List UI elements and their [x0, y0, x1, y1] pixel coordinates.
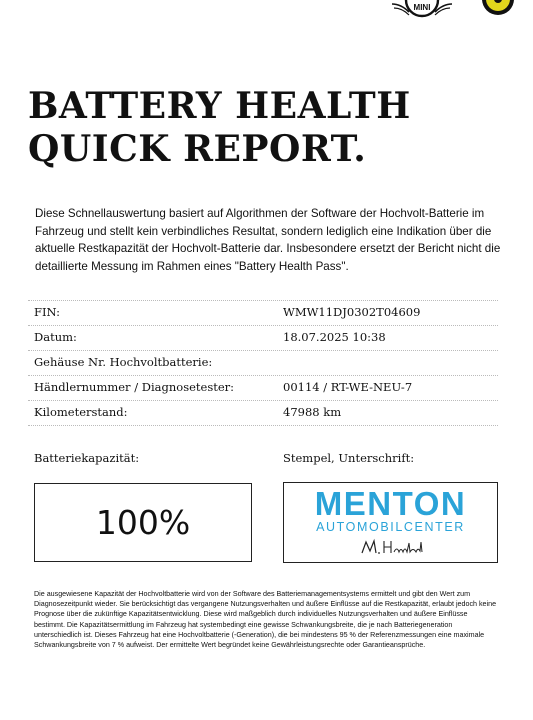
row-divider — [28, 325, 498, 326]
row-divider — [28, 400, 498, 401]
fin-label: FIN: — [34, 305, 61, 319]
dealer-number-value: 00114 / RT-WE-NEU-7 — [283, 380, 413, 394]
dealer-stamp-name: MENTON — [314, 485, 467, 522]
housing-number-label: Gehäuse Nr. Hochvoltbatterie: — [34, 355, 213, 369]
brand-emblem-icon — [478, 0, 518, 20]
stamp-box — [283, 482, 498, 563]
capacity-value: 100% — [95, 503, 191, 542]
row-divider — [28, 425, 498, 426]
fin-value: WMW11DJ0302T04609 — [283, 305, 421, 319]
row-divider — [28, 300, 498, 301]
disclaimer-footnote: Die ausgewiesene Kapazität der Hochvoltbatterie wird von der Software des Batteriemanagementsystems ermittelt und gibt den Wert zum Diagnosezeitpunkt wieder. Sie berücksichtigt das vergangene Nutzungsverhalten und äußere Einflüsse auf die Restkapazität, erlaubt jedoch keine Prognose über die zukünftige Kapazitätsentwicklung. Diese wird maßgeblich durch individuelles Nutzungsverhalten und äußere Einflüsse bestimmt. Die Kapazitätsermittlung im Fahrzeug hat systembedingt eine gewisse Schwankungsbreite, die je nach Batteriegeneration unterschiedlich ist. Dieses Fahrzeug hat eine Hochvoltbatterie (-Generation), die bei mindestens 95 % der Referenzmessungen eine maximale Schwankungsbreite von 7 % aufweist. Der ermittelte Wert begründet keine Gewährleistungsrechte oder Garantieansprüche. — [34, 590, 497, 650]
row-divider — [28, 375, 498, 376]
mileage-value: 47988 km — [283, 405, 342, 419]
row-divider — [28, 350, 498, 351]
date-value: 18.07.2025 10:38 — [283, 330, 386, 344]
dealer-number-label: Händlernummer / Diagnosetester: — [34, 380, 235, 394]
dealer-stamp-subtitle: AUTOMOBILCENTER — [316, 520, 465, 534]
mini-logo-text: MINI — [413, 3, 431, 12]
report-title — [28, 85, 411, 171]
mileage-label: Kilometerstand: — [34, 405, 128, 419]
title-line-2: QUICK REPORT. — [28, 128, 367, 170]
capacity-label: Batteriekapazität: — [34, 451, 140, 465]
capacity-box — [34, 483, 252, 562]
title-line-1: BATTERY HEALTH — [28, 85, 411, 127]
stamp-label: Stempel, Unterschrift: — [283, 451, 415, 465]
signature — [360, 537, 440, 557]
mini-logo — [389, 0, 455, 20]
date-label: Datum: — [34, 330, 77, 344]
intro-text: Diese Schnellauswertung basiert auf Algorithmen der Software der Hochvolt-Batterie im Fahrzeug und stellt kein verbindliches Resultat, sondern lediglich eine Indikation über die aktuelle Restkapazität der Hochvolt-Batterie dar. Insbesondere ersetzt der Bericht nicht die detaillierte Messung im Rahmen eines "Battery Health Pass". — [35, 207, 501, 273]
